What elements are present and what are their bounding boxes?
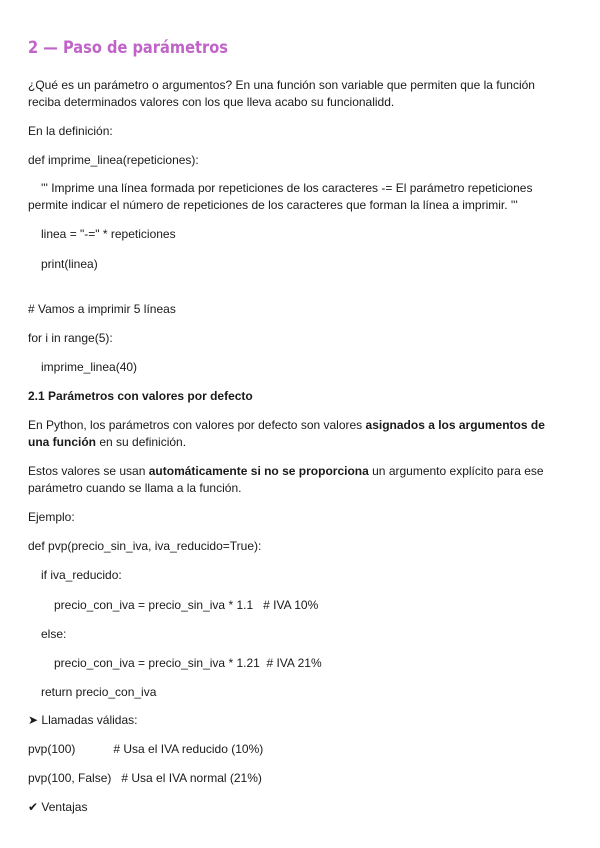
code-line-assign: linea = "-=" * repeticiones [41,227,176,241]
code-assign-reducido: precio_con_iva = precio_sin_iva * 1.1 # IVA 10% [54,598,319,612]
text: Estos valores se usan [28,464,149,478]
text: Ventajas [41,800,88,814]
code-call-imprime: imprime_linea(40) [41,360,138,374]
section-title: 2 — Paso de parámetros [28,38,228,58]
call-example-1 [28,741,263,758]
code-def-imprime-linea: def imprime_linea(repeticiones): [28,153,199,167]
paragraph-defaults [28,417,558,451]
advantages-heading [28,799,87,816]
code-comment-loop: # Vamos a imprimir 5 líneas [28,302,176,316]
example-label: Ejemplo: [28,510,75,524]
code-for-loop: for i in range(5): [28,331,113,345]
bold-text: automáticamente si no se proporciona [148,464,369,478]
code-text: pvp(100, False) [28,771,112,785]
arrow-icon: ➤ [28,713,39,727]
check-icon: ✔ [28,800,39,814]
intro-paragraph: ¿Qué es un parámetro o argumentos? En una función son variable que permiten que la función reciba determinados valores con los que lleva acabo su funcionalidd. [28,78,535,109]
text: En Python, los parámetros con valores por defecto son valores [28,418,366,432]
code-text: pvp(100) [28,742,76,756]
call-example-2 [28,770,262,787]
code-line-print: print(linea) [41,257,98,271]
valid-calls-heading [28,712,137,729]
code-else: else: [41,627,67,641]
definition-label: En la definición: [28,124,113,138]
docstring-line-1: ''' Imprime una línea formada por repeticiones de los caracteres -= El parámetro repeticiones [41,181,533,195]
text: en su definición. [96,435,187,449]
subsection-heading: 2.1 Parámetros con valores por defecto [28,389,253,403]
code-def-pvp: def pvp(precio_sin_iva, iva_reducido=True): [28,539,262,553]
code-assign-normal: precio_con_iva = precio_sin_iva * 1.21 # IVA 21% [54,656,322,670]
docstring-line-2: permite indicar el número de repeticiones de los caracteres que forman la línea a imprimir. ''' [28,198,518,212]
comment-text: # Usa el IVA reducido (10%) [113,742,264,756]
code-if: if iva_reducido: [41,568,122,582]
code-return: return precio_con_iva [41,685,157,699]
paragraph-usage [28,463,558,497]
text: Llamadas válidas: [41,713,138,727]
text: un argumento explícito para ese parámetro cuando se llama a la función. [28,464,544,495]
bold-text: asignados a los argumentos de una función [28,418,545,449]
comment-text: # Usa el IVA normal (21%) [121,771,262,785]
